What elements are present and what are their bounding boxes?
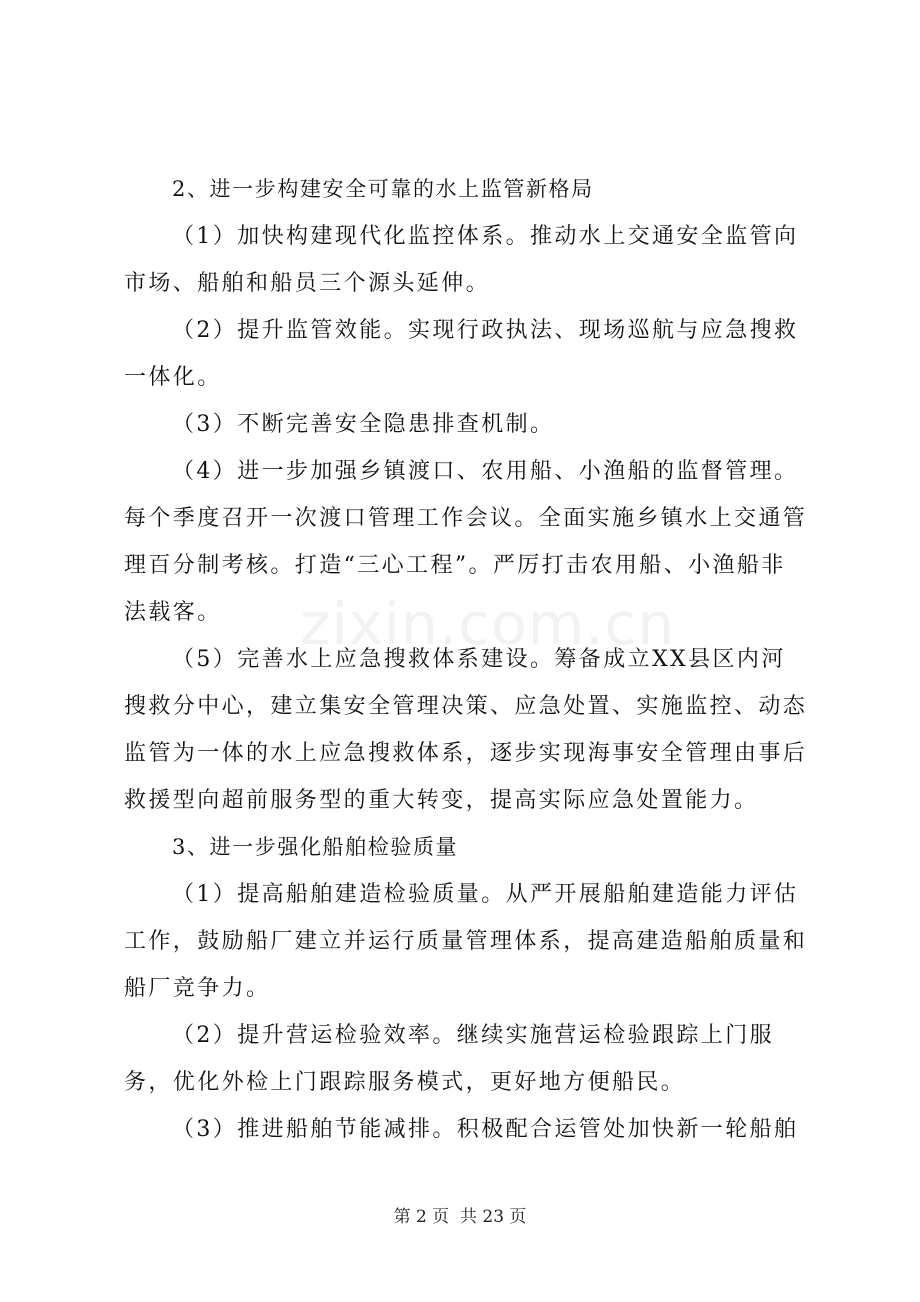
paragraph-3-2: （2）提升营运检验效率。继续实施营运检验跟踪上门服务，优化外检上门跟踪服务模式，更好地方便船民。 bbox=[124, 1023, 774, 1095]
page-number-label: 第 2 页 共 23 页 bbox=[393, 1207, 527, 1227]
section-heading-2: 2、进一步构建安全可靠的水上监管新格局 bbox=[172, 177, 594, 201]
paragraph-2-2: （2）提升监管效能。实现行政执法、现场巡航与应急搜救一体化。 bbox=[124, 318, 799, 390]
watermark-text: zixin.com.cn bbox=[300, 590, 676, 658]
paragraph-3-3: （3）推进船舶节能减排。积极配合运管处加快新一轮船舶 bbox=[172, 1117, 799, 1142]
page-footer bbox=[0, 1202, 920, 1227]
section-heading-3: 3、进一步强化船舶检验质量 bbox=[172, 835, 459, 859]
paragraph-2-4: （4）进一步加强乡镇渡口、农用船、小渔船的监督管理。每个季度召开一次渡口管理工作会议。全面实施乡镇水上交通管理百分制考核。打造“三心工程”。严厉打击农用船、小渔船非法载客。 bbox=[124, 459, 808, 625]
paragraph-2-5: （5）完善水上应急搜救体系建设。筹备成立XX县区内河搜救分中心，建立集安全管理决策、应急处置、实施监控、动态监管为一体的水上应急搜救体系，逐步实现海事安全管理由事后救援型向超前服务型的重大转变，提高实际应急处置能力。 bbox=[124, 647, 808, 813]
paragraph-2-3: （3）不断完善安全隐患排查机制。 bbox=[172, 412, 555, 437]
paragraph-2-1: （1）加快构建现代化监控体系。推动水上交通安全监管向市场、船舶和船员三个源头延伸。 bbox=[124, 224, 799, 296]
document-body bbox=[124, 166, 810, 1153]
paragraph-3-1: （1）提高船舶建造检验质量。从严开展船舶建造能力评估工作，鼓励船厂建立并运行质量管理体系，提高建造船舶质量和船厂竞争力。 bbox=[124, 882, 808, 1001]
